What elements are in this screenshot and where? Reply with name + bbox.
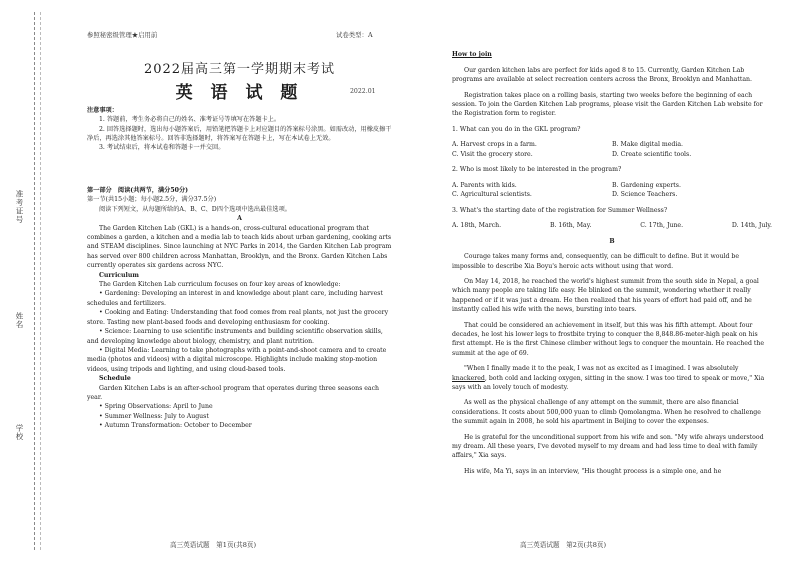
schedule-heading: Schedule <box>99 375 131 383</box>
question-1-options <box>452 140 772 159</box>
passage-paragraph: He is grateful for the unconditional support from his wife and son. "My wife always understood my dream. All these years, I've devoted myself to my dream and had less time to deal with family affairs," Xia says. <box>452 433 764 460</box>
binding-label-school: 学校 <box>15 424 24 441</box>
curriculum-item: • Science: Learning to use scientific instruments and building scientific observation skills, and developing knowledge about biology, chemistry, and plant nutrition. <box>87 328 383 345</box>
quote-text: "When I finally made it to the peak, I was not as excited as I imagined. I was absolutely <box>464 365 739 373</box>
confidential-header: 参照秘密级管理★启用前 <box>87 31 158 39</box>
passage-paragraph <box>452 364 772 392</box>
option: A. Harvest crops in a farm. <box>452 141 537 149</box>
subject-title: 英 语 试 题 <box>175 83 304 103</box>
section-title: 第一节(共15小题；每小题2.5分，满分37.5分) <box>87 196 217 204</box>
curriculum-item: • Gardening: Developing an interest in and knowledge about plant care, including harvest schedules and fertilizers. <box>87 290 383 307</box>
curriculum-heading: Curriculum <box>99 271 139 279</box>
question-3-options <box>452 221 772 230</box>
passage-paragraph: The Garden Kitchen Lab curriculum focuses on four key areas of knowledge: <box>99 281 341 289</box>
schedule-item: • Spring Observations: April to June <box>99 403 213 411</box>
option: A. Parents with kids. <box>452 181 517 189</box>
passage-label-b: B <box>609 237 615 245</box>
exam-title: 2022届高三第一学期期末考试 <box>143 62 336 77</box>
passage-paragraph: Our garden kitchen labs are perfect for kids aged 8 to 15. Currently, Garden Kitchen Lab programs are available at select recreation centers across the Bronx, Brooklyn and Manhattan. <box>452 66 752 84</box>
question-2: 2. Who is most likely to be interested in the program? <box>452 166 622 174</box>
option: C. 17th, June. <box>640 222 684 230</box>
curriculum-item: • Digital Media: Learning to take photographs with a point-and-shoot camera and to create media (photos and videos) with a digital microscope. Highlights include making stop-motion videos, using tripods and lighting, and using cloud-based tools. <box>87 346 387 373</box>
part-title: 第一部分 阅读(共两节，满分50分) <box>87 187 189 194</box>
left-column <box>87 186 392 431</box>
option: B. Gardening experts. <box>612 181 681 189</box>
notice-item: 3. 考试结束后，将本试卷和答题卡一并交回。 <box>99 144 225 152</box>
notice-item: 2. 回答选择题时，选出每小题答案后，用铅笔把答题卡上对应题目的答案标号涂黑。如需改动，用橡皮擦干净后，再选涂其他答案标号。回答非选择题时，将答案写在答题卡上，写在本试卷上无效。 <box>87 125 392 142</box>
passage-paragraph: Registration takes place on a rolling basis, starting two weeks before the beginning of each session. To join the Garden Kitchen Lab programs, please visit the Garden Kitchen Lab website for the Registration form to register. <box>452 91 763 118</box>
binding-label-exam-id: 准考证号 <box>15 190 24 224</box>
paper-type: 试卷类型：A <box>336 31 373 39</box>
passage-paragraph: As well as the physical challenge of any attempt on the summit, there are also financial considerations. It costs about 500,000 yuan to climb Qomolangma. When he resolved to challenge the summit again in 2008, he sold his apartment in Beijing to cover the expenses. <box>452 399 761 426</box>
option: B. Make digital media. <box>612 141 684 149</box>
option: A. 18th, March. <box>452 222 502 230</box>
passage-label-a: A <box>237 215 242 223</box>
schedule-item: • Summer Wellness: July to August <box>99 412 209 420</box>
question-3: 3. What's the starting date of the registration for Summer Wellness? <box>452 206 668 214</box>
option: D. 14th, July. <box>731 222 772 230</box>
binding-label-name: 姓名 <box>15 312 24 329</box>
passage-paragraph: Garden Kitchen Labs is an after-school program that operates during three seasons each year. <box>87 384 380 401</box>
option: C. Agricultural scientists. <box>452 191 532 199</box>
underlined-word: knackered <box>452 374 485 382</box>
option: B. 16th, May. <box>549 222 592 230</box>
page-footer-left: 高三英语试题 第1页(共8页) <box>170 541 257 549</box>
passage-paragraph: The Garden Kitchen Lab (GKL) is a hands-on, cross-cultural educational program that combines a garden, a kitchen and a media lab to teach kids about urban gardening, cooking arts and STEAM disciplines. Since launching at NYC Parks in 2014, the Garden Kitchen Lab program has served over 800 children across Manhattan, Brooklyn, and the Bronx. Garden Kitchen Labs currently operates six gardens across NYC. <box>87 224 392 270</box>
notice-title: 注意事项： <box>87 107 118 114</box>
how-to-join-heading: How to join <box>452 51 492 59</box>
passage-paragraph: On May 14, 2018, he reached the world's highest summit from the south side in Nepal, a goal which many people are taking life easy. He blinked on the summit, wondering whether it really happened or if it was just a dream. He then realized that his years of effort had paid off, and he instantly called his wife with the news, bursting into tears. <box>452 278 759 314</box>
curriculum-item: • Cooking and Eating: Understanding that food comes from real plants, not just the grocery store. Tasting new plant-based foods and developing enthusiasm for cooking. <box>87 309 389 326</box>
binding-margin <box>0 0 60 562</box>
question-1: 1. What can you do in the GKL program? <box>452 125 581 133</box>
cut-line-inner <box>40 12 41 550</box>
cut-line <box>34 12 35 550</box>
question-2-options <box>452 181 772 200</box>
page-footer-right: 高三英语试题 第2页(共8页) <box>520 541 607 549</box>
notice-section <box>87 106 392 152</box>
instruction: 阅读下列短文，从每题所给的A、B、C、D四个选项中选出最佳选项。 <box>99 205 291 213</box>
notice-item: 1. 答题前，考生务必将自己的姓名、准考证号等填写在答题卡上。 <box>99 116 281 124</box>
passage-paragraph: His wife, Ma Yi, says in an interview, "His thought process is a simple one, and he <box>464 467 722 475</box>
quote-text: , both cold and lacking oxygen, sitting in the snow. I was too tired to speak or move," Xia says with an lovely touch of modesty. <box>452 374 765 391</box>
right-column <box>452 44 772 482</box>
passage-paragraph: Courage takes many forms and, consequently, can be difficult to define. But it would be impossible to describe Xia Boyu's heroic acts without using that word. <box>452 253 739 270</box>
exam-date: 2022.01 <box>350 88 376 95</box>
passage-paragraph: That could be considered an achievement in itself, but this was his fifth attempt. About four decades, he lost his lower legs to frostbite trying to conquer the 8,848.86-meter-high peak on his first attempt. He is the first Chinese climber without legs to conquer the mountain. He reached the summit at the age of 69. <box>452 321 765 357</box>
schedule-item: • Autumn Transformation: October to December <box>99 422 252 430</box>
option: D. Create scientific tools. <box>612 150 692 158</box>
option: D. Science Teachers. <box>612 191 678 199</box>
option: C. Visit the grocery store. <box>452 150 533 158</box>
